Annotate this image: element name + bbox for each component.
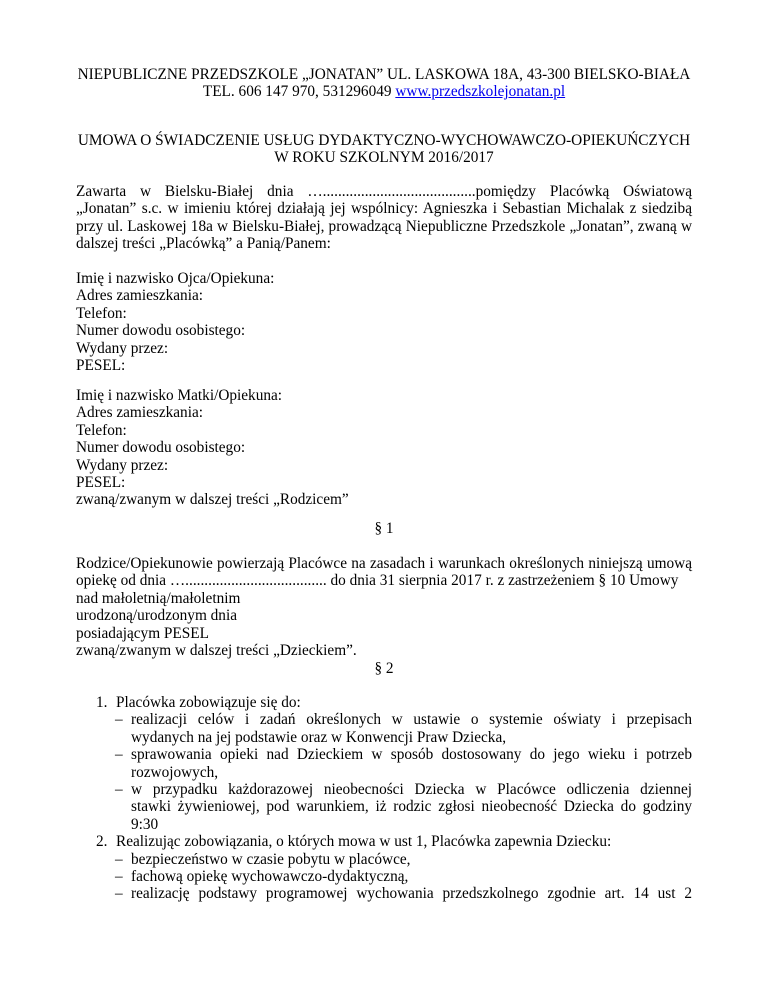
list-item-text: Placówka zobowiązuje się do:	[116, 694, 301, 711]
section-1-sign: § 1	[374, 520, 394, 537]
mother-id-label: Numer dowodu osobistego:	[76, 439, 246, 457]
father-id-label: Numer dowodu osobistego:	[76, 322, 246, 340]
letterhead-phone: TEL. 606 147 970, 531296049	[202, 83, 396, 101]
sub-item-line: stawki żywieniowej, pod warunkiem, iż rodzic zgłosi nieobecność Dziecka do godziny	[131, 798, 692, 816]
dash-bullet: –	[115, 850, 123, 868]
letterhead	[60, 66, 708, 101]
list-item	[76, 833, 692, 850]
intro-paragraph	[76, 183, 692, 253]
sub-item-line: realizacji celów i zadań określonych w ustawie o systemie oświaty i przepisach	[131, 711, 692, 729]
sub-item-line: rozwojowych,	[131, 763, 219, 781]
mother-address-label: Adres zamieszkania:	[76, 404, 203, 422]
section-1-line: opiekę od dnia …..................................... do dnia 31 sierpnia 2017 r. z zastrzeżeniem § 10 Umowy	[76, 572, 679, 590]
intro-line: przy ul. Laskowej 18a w Bielsku-Białej, prowadzącą Niepubliczne Przedszkole „Jonatan”, zwaną w	[76, 217, 692, 235]
letterhead-address: NIEPUBLICZNE PRZEDSZKOLE „JONATAN” UL. LASKOWA 18A, 43-300 BIELSKO-BIAŁA	[77, 66, 691, 83]
contract-title	[60, 132, 708, 167]
dash-bullet: –	[115, 885, 123, 903]
mother-name-label: Imię i nazwisko Matki/Opiekuna:	[76, 387, 283, 404]
father-name-label: Imię i nazwisko Ojca/Opiekuna:	[76, 270, 275, 287]
dash-bullet: –	[115, 746, 123, 764]
father-address-label: Adres zamieszkania:	[76, 287, 203, 305]
list-item-number: 1.	[96, 694, 108, 711]
sub-item-line: realizację podstawy programowej wychowania przedszkolnego zgodnie art. 14 ust 2	[131, 885, 692, 903]
father-details	[76, 270, 692, 374]
intro-line: „Jonatan” s.c. w imieniu której działają jej wspólnicy: Agnieszka i Sebastian Michalak z siedzibą	[76, 200, 692, 218]
mother-pesel-label: PESEL:	[76, 474, 126, 492]
section-2-list	[76, 694, 692, 903]
website-link[interactable]: www.przedszkolejonatan.pl	[395, 83, 566, 101]
dash-bullet: –	[115, 781, 123, 799]
sub-item	[76, 851, 692, 868]
dash-bullet: –	[115, 711, 123, 729]
intro-line: Zawarta w Bielsku-Białej dnia …........................................pomiędzy Placówką Oświatową	[76, 183, 692, 200]
sub-item	[76, 885, 692, 902]
section-1-line: Rodzice/Opiekunowie powierzają Placówce na zasadach i warunkach określonych niniejszą umową	[76, 555, 692, 572]
sub-item	[76, 711, 692, 746]
sub-item	[76, 781, 692, 833]
father-pesel-label: PESEL:	[76, 357, 126, 375]
mother-issued-label: Wydany przez:	[76, 456, 169, 474]
mother-details	[76, 387, 692, 509]
sub-item-line: bezpieczeństwo w czasie pobytu w placówce,	[131, 850, 411, 868]
intro-line: dalszej treści „Placówką” a Panią/Panem:	[76, 235, 331, 253]
dash-bullet: –	[115, 868, 123, 886]
section-2-sign: § 2	[374, 660, 394, 677]
section-1-line: posiadającym PESEL	[76, 624, 209, 642]
list-item-number: 2.	[96, 833, 108, 851]
section-1-text	[76, 555, 692, 659]
letterhead-contact	[60, 83, 708, 100]
sub-item-line: 9:30	[131, 815, 159, 833]
section-1-line: zwaną/zwanym w dalszej treści „Dzieckiem”.	[76, 642, 357, 660]
sub-item-line: fachową opiekę wychowawczo-dydaktyczną,	[131, 868, 409, 886]
sub-item-line: w przypadku każdorazowej nieobecności Dziecka w Placówce odliczenia dziennej	[131, 781, 692, 799]
list-item-text: Realizując zobowiązania, o których mowa w ust 1, Placówka zapewnia Dziecku:	[116, 833, 612, 851]
section-1-line: urodzoną/urodzonym dnia	[76, 607, 237, 625]
list-item	[76, 694, 692, 711]
section-1-line: nad małoletnią/małoletnim	[76, 589, 241, 607]
sub-item-line: sprawowania opieki nad Dzieckiem w sposób dostosowany do jego wieku i potrzeb	[131, 746, 692, 764]
sub-item	[76, 868, 692, 885]
parent-referred-as: zwaną/zwanym w dalszej treści „Rodzicem”	[76, 491, 349, 509]
father-issued-label: Wydany przez:	[76, 339, 169, 357]
mother-phone-label: Telefon:	[76, 421, 127, 439]
contract-title-line2: W ROKU SZKOLNYM 2016/2017	[274, 149, 494, 167]
sub-item-line: wydanych na jej podstawie oraz w Konwencji Praw Dziecka,	[131, 728, 507, 746]
sub-item	[76, 746, 692, 781]
contract-title-line1: UMOWA O ŚWIADCZENIE USŁUG DYDAKTYCZNO-WYCHOWAWCZO-OPIEKUŃCZYCH	[77, 132, 691, 149]
father-phone-label: Telefon:	[76, 304, 127, 322]
